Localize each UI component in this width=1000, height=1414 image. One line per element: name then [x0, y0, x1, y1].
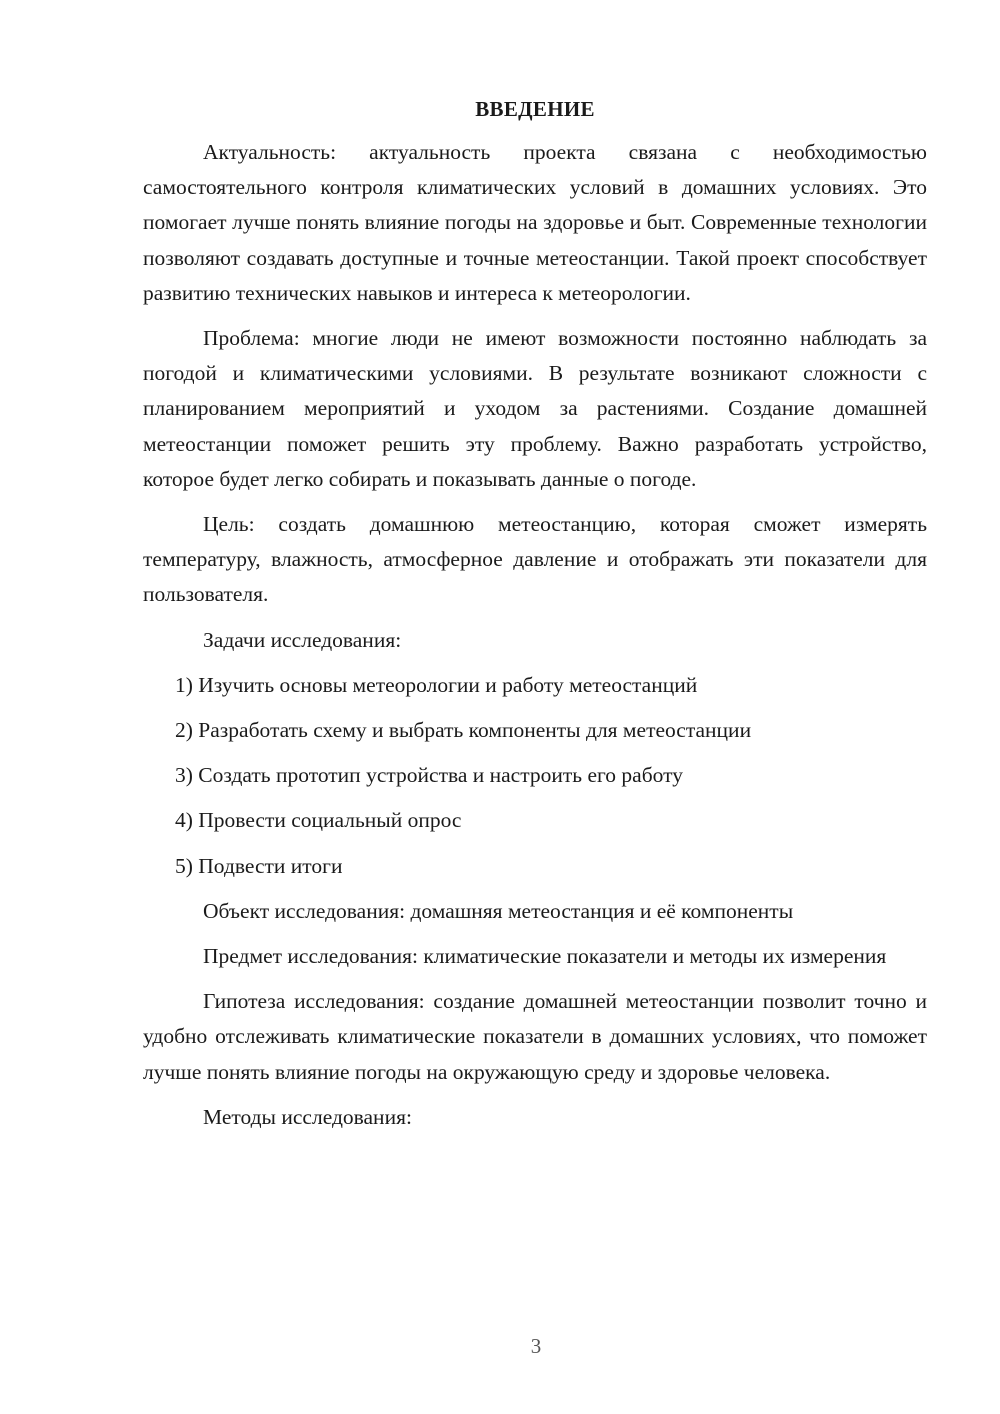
- object-paragraph: Объект исследования: домашняя метеостанция и её компоненты: [203, 898, 794, 923]
- goal-paragraph: Цель: создать домашнюю метеостанцию, которая сможет измерять температуру, влажность, атмосферное давление и отображать эти показатели для пользователя.: [143, 512, 927, 607]
- list-item: 4) Провести социальный опрос: [175, 808, 462, 833]
- problem-paragraph: Проблема: многие люди не имеют возможности постоянно наблюдать за погодой и климатическими условиями. В результате возникают сложности с планированием мероприятий и уходом за растениями. Создание домашней метеостанции поможет решить эту проблему. Важно разработать устройство, которое будет легко собирать и показывать данные о погоде.: [143, 326, 927, 491]
- document-page: [143, 94, 927, 1145]
- list-item: 5) Подвести итоги: [175, 853, 343, 878]
- tasks-heading: Задачи исследования:: [203, 627, 402, 652]
- list-item: 3) Создать прототип устройства и настроить его работу: [175, 763, 683, 788]
- hypothesis-paragraph: Гипотеза исследования: создание домашней метеостанции позволит точно и удобно отслеживать климатические показатели в домашних условиях, что поможет лучше понять влияние погоды на окружающую среду и здоровье человека.: [143, 989, 927, 1084]
- relevance-paragraph: Актуальность: актуальность проекта связана с необходимостью самостоятельного контроля климатических условий в домашних условиях. Это помогает лучше понять влияние погоды на здоровье и быт. Современные технологии позволяют создавать доступные и точные метеостанции. Такой проект способствует развитию технических навыков и интереса к метеорологии.: [143, 140, 927, 305]
- page-title: ВВЕДЕНИЕ: [475, 97, 595, 121]
- list-item: 1) Изучить основы метеорологии и работу метеостанций: [175, 672, 698, 697]
- tasks-list: [143, 668, 927, 884]
- subject-paragraph: Предмет исследования: климатические показатели и методы их измерения: [203, 944, 887, 969]
- methods-heading: Методы исследования:: [203, 1104, 412, 1129]
- list-item: 2) Разработать схему и выбрать компоненты для метеостанции: [175, 718, 752, 743]
- page-number: 3: [530, 1334, 542, 1358]
